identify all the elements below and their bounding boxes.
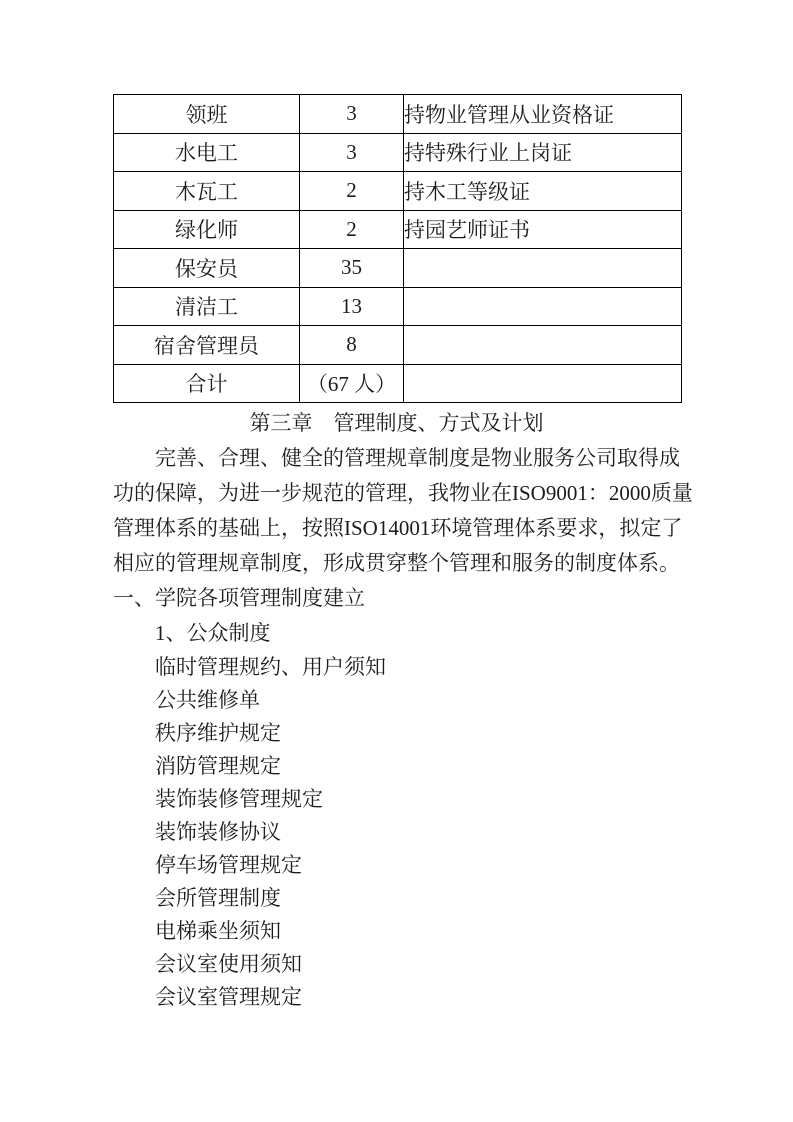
paragraph-line: 功的保障，为进一步规范的管理，我物业在ISO9001：2000质量 bbox=[113, 481, 693, 505]
table-row bbox=[114, 249, 682, 288]
list-item: 停车场管理规定 bbox=[155, 853, 302, 877]
cell-position: 宿舍管理员 bbox=[114, 326, 300, 365]
cell-count: 2 bbox=[300, 172, 404, 211]
cell-certificate bbox=[404, 326, 682, 365]
chapter-heading: 第三章 管理制度、方式及计划 bbox=[249, 411, 544, 435]
cell-certificate bbox=[404, 249, 682, 288]
cell-count: 13 bbox=[300, 287, 404, 326]
cell-certificate: 持特殊行业上岗证 bbox=[404, 133, 682, 172]
cell-count: 35 bbox=[300, 249, 404, 288]
paragraph-line: 相应的管理规章制度，形成贯穿整个管理和服务的制度体系。 bbox=[113, 551, 680, 575]
section-heading: 一、学院各项管理制度建立 bbox=[113, 586, 365, 610]
cell-position: 合计 bbox=[114, 364, 300, 403]
cell-certificate: 持木工等级证 bbox=[404, 172, 682, 211]
cell-certificate bbox=[404, 364, 682, 403]
table-row bbox=[114, 172, 682, 211]
table-row bbox=[114, 133, 682, 172]
list-item: 装饰装修管理规定 bbox=[155, 787, 323, 811]
intro-paragraph bbox=[113, 441, 693, 581]
cell-position: 木瓦工 bbox=[114, 172, 300, 211]
list-item: 会议室使用须知 bbox=[155, 952, 302, 976]
table-row bbox=[114, 287, 682, 326]
cell-certificate: 持物业管理从业资格证 bbox=[404, 95, 682, 134]
cell-count: （67 人） bbox=[300, 364, 404, 403]
list-item: 装饰装修协议 bbox=[155, 820, 281, 844]
table-row bbox=[114, 364, 682, 403]
subsection-heading: 1、公众制度 bbox=[155, 621, 271, 645]
list-item: 公共维修单 bbox=[155, 688, 260, 712]
cell-position: 水电工 bbox=[114, 133, 300, 172]
staffing-table bbox=[113, 94, 682, 403]
list-item: 会议室管理规定 bbox=[155, 985, 302, 1009]
list-item: 消防管理规定 bbox=[155, 754, 281, 778]
table-row bbox=[114, 210, 682, 249]
paragraph-line: 完善、合理、健全的管理规章制度是物业服务公司取得成 bbox=[155, 446, 680, 470]
cell-certificate: 持园艺师证书 bbox=[404, 210, 682, 249]
cell-position: 绿化师 bbox=[114, 210, 300, 249]
cell-count: 2 bbox=[300, 210, 404, 249]
cell-count: 3 bbox=[300, 95, 404, 134]
cell-position: 保安员 bbox=[114, 249, 300, 288]
list-item: 会所管理制度 bbox=[155, 886, 281, 910]
table-row bbox=[114, 95, 682, 134]
institution-list bbox=[113, 651, 680, 1014]
cell-position: 清洁工 bbox=[114, 287, 300, 326]
list-item: 临时管理规约、用户须知 bbox=[155, 655, 386, 679]
list-item: 电梯乘坐须知 bbox=[155, 919, 281, 943]
list-item: 秩序维护规定 bbox=[155, 721, 281, 745]
cell-certificate bbox=[404, 287, 682, 326]
body-content bbox=[113, 406, 693, 1014]
paragraph-line: 管理体系的基础上，按照ISO14001环境管理体系要求，拟定了 bbox=[113, 516, 683, 540]
cell-position: 领班 bbox=[114, 95, 300, 134]
cell-count: 8 bbox=[300, 326, 404, 365]
staffing-table-body bbox=[114, 95, 682, 403]
cell-count: 3 bbox=[300, 133, 404, 172]
table-row bbox=[114, 326, 682, 365]
